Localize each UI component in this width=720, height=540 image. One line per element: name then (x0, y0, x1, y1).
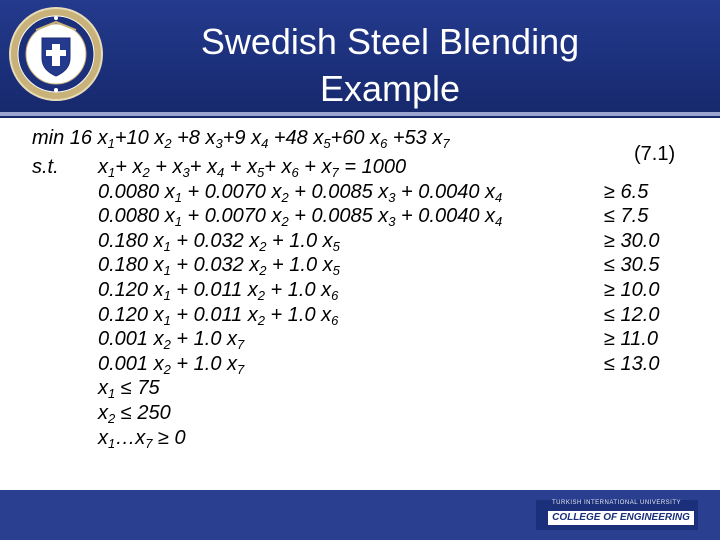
constraint-rhs: ≤ 13.0 (604, 352, 660, 375)
constraint-lhs: 0.120 $x_1 + 0.011$ $x_2 + 1.0$ $x_6$ (98, 279, 339, 303)
constraint-lhs: 0.120 $x_1 + 0.011$ $x_2 + 1.0$ $x_6$ (98, 303, 339, 328)
constraint-rhs: ≤ 7.5 (604, 205, 649, 228)
constraint-lhs: 0.001 $x_2 + 1.0$ $x_7$ (98, 328, 245, 353)
constraint-lhs: 0.001 $x_2 + 1.0$ $x_7$ (98, 352, 245, 377)
constraint-rhs: ≥ 10.0 (604, 279, 660, 301)
university-seal-logo (8, 6, 104, 102)
slide-title (150, 18, 630, 112)
constraint-lhs: 0.0080 $x_1 + 0.0070$ $x_2 + 0.0085$ $x_3 + 0.0040$ $x_4$ (98, 180, 503, 205)
title-line-2: Example (319, 68, 461, 109)
title-line-1: Swedish Steel Blending (200, 21, 580, 62)
constraint-lhs: $x_2 \le 250$ (98, 402, 171, 426)
footer-college-name: COLLEGE OF ENGINEERING (548, 511, 694, 525)
equation-number: (7.1) (634, 143, 676, 165)
constraint-rhs: ≤ 12.0 (604, 303, 660, 326)
constraint-rhs: ≤ 30.5 (604, 254, 660, 277)
banner-divider (0, 112, 720, 116)
constraint-lhs: 0.0080 $x_1 + 0.0070$ $x_2 + 0.0085$ $x_3 + 0.0040$ $x_4$ (98, 205, 503, 230)
subject-to-label: s.t. (32, 156, 59, 178)
constraint-rhs: ≥ 11.0 (604, 328, 658, 351)
constraint-rhs: ≥ 6.5 (604, 180, 649, 203)
objective-prefix: min (32, 127, 65, 149)
footer-university-text: TURKISH INTERNATIONAL UNIVERSITY (552, 500, 682, 506)
constraint-lhs: $x_1\dots x_7 \ge 0$ (98, 426, 186, 451)
constraint-lhs: 0.180 $x_1 + 0.032$ $x_2 + 1.0$ $x_5$ (98, 254, 340, 279)
constraint-lhs: 0.180 $x_1 + 0.032$ $x_2 + 1.0$ $x_5$ (98, 229, 340, 254)
objective-terms: 16 $x_1+10$ $x_2 +8$ $x_3+9$ $x_4 +48$ $x_5+60$ $x_6 +53$ $x_7$ (69, 127, 450, 151)
constraint-lhs: $x_1+ x_2 + x_3+ x_4 + x_5+ x_6 + x_7 = 1000$ (98, 156, 407, 180)
constraint-lhs: $x_1 \le 75$ (98, 377, 160, 402)
constraint-rhs: ≥ 30.0 (604, 229, 660, 252)
objective-function (32, 126, 450, 150)
